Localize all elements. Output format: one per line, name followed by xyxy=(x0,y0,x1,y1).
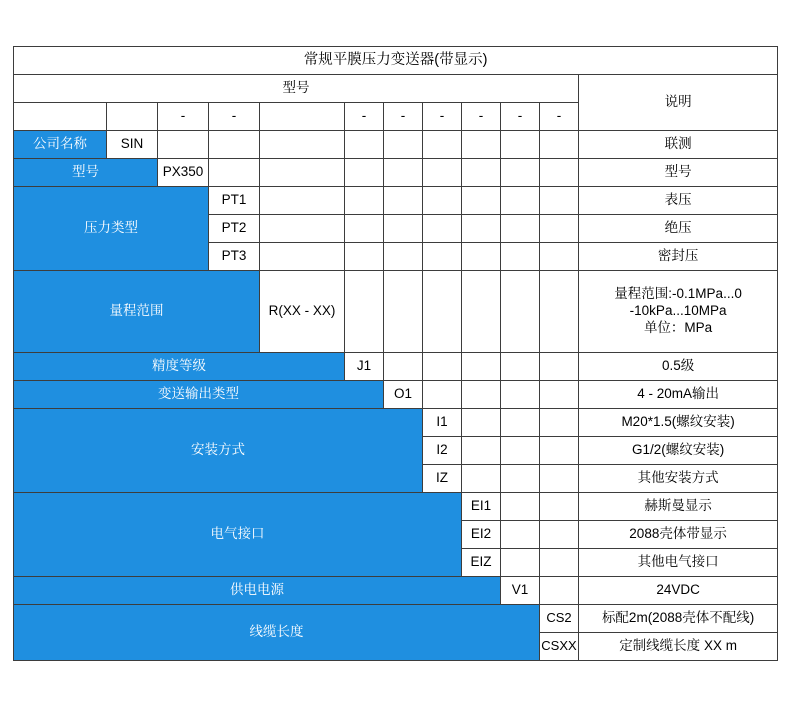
blank-cell xyxy=(345,187,384,215)
blank-cell xyxy=(384,271,423,353)
blank-cell xyxy=(345,243,384,271)
blank-cell xyxy=(423,187,462,215)
blank-cell xyxy=(423,271,462,353)
desc-company: 联测 xyxy=(579,131,778,159)
blank-cell xyxy=(462,465,501,493)
desc-mounting-i1: M20*1.5(螺纹安装) xyxy=(579,409,778,437)
blank-cell xyxy=(540,549,579,577)
blank-cell xyxy=(540,131,579,159)
blank-cell xyxy=(540,409,579,437)
code-cable-cs2: CS2 xyxy=(540,605,579,633)
table-row xyxy=(14,381,778,409)
blank-cell xyxy=(384,187,423,215)
row-label-accuracy: 精度等级 xyxy=(14,353,345,381)
description-header: 说明 xyxy=(579,75,778,131)
code-model: PX350 xyxy=(158,159,209,187)
blank-cell xyxy=(540,187,579,215)
desc-cable-cs2: 标配2m(2088壳体不配线) xyxy=(579,605,778,633)
code-power-supply: V1 xyxy=(501,577,540,605)
desc-pressure-type-pt2: 绝压 xyxy=(579,215,778,243)
row-label-company: 公司名称 xyxy=(14,131,107,159)
table-row xyxy=(14,577,778,605)
blank-cell xyxy=(501,437,540,465)
blank-cell xyxy=(345,215,384,243)
desc-range-line-1: 量程范围:-0.1MPa...0 xyxy=(614,286,742,302)
code-range: R(XX - XX) xyxy=(260,271,345,353)
code-mounting-i2: I2 xyxy=(423,437,462,465)
blank-cell xyxy=(462,353,501,381)
blank-cell xyxy=(384,215,423,243)
dash-cell-blank-2 xyxy=(107,103,158,131)
blank-cell xyxy=(501,159,540,187)
desc-power-supply: 24VDC xyxy=(579,577,778,605)
blank-cell xyxy=(260,243,345,271)
blank-cell xyxy=(384,353,423,381)
code-pressure-type-pt1: PT1 xyxy=(209,187,260,215)
code-mounting-i1: I1 xyxy=(423,409,462,437)
code-electrical-ei2: EI2 xyxy=(462,521,501,549)
blank-cell xyxy=(501,409,540,437)
blank-cell xyxy=(462,187,501,215)
desc-pressure-type-pt3: 密封压 xyxy=(579,243,778,271)
table-title-row xyxy=(14,47,778,75)
blank-cell xyxy=(462,215,501,243)
table-row xyxy=(14,131,778,159)
row-label-range: 量程范围 xyxy=(14,271,260,353)
desc-model: 型号 xyxy=(579,159,778,187)
blank-cell xyxy=(423,215,462,243)
blank-cell xyxy=(540,521,579,549)
row-label-electrical-interface: 电气接口 xyxy=(14,493,462,577)
blank-cell xyxy=(540,353,579,381)
desc-electrical-eiz: 其他电气接口 xyxy=(579,549,778,577)
code-accuracy: J1 xyxy=(345,353,384,381)
table-row xyxy=(14,187,778,215)
blank-cell xyxy=(501,353,540,381)
desc-accuracy: 0.5级 xyxy=(579,353,778,381)
table-row xyxy=(14,493,778,521)
desc-mounting-i2: G1/2(螺纹安装) xyxy=(579,437,778,465)
blank-cell xyxy=(423,131,462,159)
blank-cell xyxy=(501,493,540,521)
dash-cell-1: - xyxy=(158,103,209,131)
blank-cell xyxy=(540,381,579,409)
blank-cell xyxy=(423,353,462,381)
model-header: 型号 xyxy=(14,75,579,103)
dash-cell-3: - xyxy=(345,103,384,131)
code-pressure-type-pt3: PT3 xyxy=(209,243,260,271)
blank-cell xyxy=(501,549,540,577)
code-company: SIN xyxy=(107,131,158,159)
table-row xyxy=(14,271,778,353)
desc-electrical-ei1: 赫斯曼显示 xyxy=(579,493,778,521)
desc-output-type: 4 - 20mA输出 xyxy=(579,381,778,409)
table-row xyxy=(14,159,778,187)
blank-cell xyxy=(540,437,579,465)
blank-cell xyxy=(158,131,209,159)
code-electrical-eiz: EIZ xyxy=(462,549,501,577)
blank-cell xyxy=(540,465,579,493)
code-mounting-iz: IZ xyxy=(423,465,462,493)
blank-cell xyxy=(462,271,501,353)
blank-cell xyxy=(501,521,540,549)
table-header-row xyxy=(14,75,778,103)
blank-cell xyxy=(260,187,345,215)
document-title: 常规平膜压力变送器(带显示) xyxy=(14,47,778,75)
blank-cell xyxy=(540,159,579,187)
desc-pressure-type-pt1: 表压 xyxy=(579,187,778,215)
blank-cell xyxy=(423,243,462,271)
dash-cell-8: - xyxy=(540,103,579,131)
code-electrical-ei1: EI1 xyxy=(462,493,501,521)
blank-cell xyxy=(345,271,384,353)
blank-cell xyxy=(260,215,345,243)
blank-cell xyxy=(345,131,384,159)
code-cable-csxx: CSXX xyxy=(540,633,579,661)
blank-cell xyxy=(260,131,345,159)
row-label-model: 型号 xyxy=(14,159,158,187)
blank-cell xyxy=(540,215,579,243)
blank-cell xyxy=(501,215,540,243)
dash-cell-4: - xyxy=(384,103,423,131)
blank-cell xyxy=(540,493,579,521)
blank-cell xyxy=(384,243,423,271)
desc-mounting-iz: 其他安装方式 xyxy=(579,465,778,493)
blank-cell xyxy=(540,271,579,353)
dash-cell-2: - xyxy=(209,103,260,131)
dash-cell-6: - xyxy=(462,103,501,131)
blank-cell xyxy=(462,131,501,159)
blank-cell xyxy=(260,159,345,187)
desc-range-line-3: 单位：MPa xyxy=(643,319,713,335)
blank-cell xyxy=(501,243,540,271)
dash-cell-blank-3 xyxy=(260,103,345,131)
row-label-mounting: 安装方式 xyxy=(14,409,423,493)
row-label-cable-length: 线缆长度 xyxy=(14,605,540,661)
blank-cell xyxy=(423,159,462,187)
blank-cell xyxy=(209,131,260,159)
blank-cell xyxy=(501,131,540,159)
dash-cell-5: - xyxy=(423,103,462,131)
specification-table xyxy=(13,46,778,661)
blank-cell xyxy=(423,381,462,409)
code-pressure-type-pt2: PT2 xyxy=(209,215,260,243)
blank-cell xyxy=(384,159,423,187)
desc-range-line-2: -10kPa...10MPa xyxy=(629,303,727,319)
blank-cell xyxy=(462,243,501,271)
blank-cell xyxy=(462,409,501,437)
table-row xyxy=(14,605,778,633)
blank-cell xyxy=(501,187,540,215)
dash-cell-7: - xyxy=(501,103,540,131)
code-output-type: O1 xyxy=(384,381,423,409)
blank-cell xyxy=(501,381,540,409)
row-label-pressure-type: 压力类型 xyxy=(14,187,209,271)
desc-electrical-ei2: 2088壳体带显示 xyxy=(579,521,778,549)
row-label-power-supply: 供电电源 xyxy=(14,577,501,605)
desc-range xyxy=(579,271,778,353)
dash-cell-blank xyxy=(14,103,107,131)
blank-cell xyxy=(540,243,579,271)
blank-cell xyxy=(384,131,423,159)
blank-cell xyxy=(209,159,260,187)
blank-cell xyxy=(462,381,501,409)
blank-cell xyxy=(462,159,501,187)
blank-cell xyxy=(501,271,540,353)
table-row xyxy=(14,409,778,437)
blank-cell xyxy=(540,577,579,605)
blank-cell xyxy=(345,159,384,187)
blank-cell xyxy=(501,465,540,493)
blank-cell xyxy=(462,437,501,465)
row-label-output-type: 变送输出类型 xyxy=(14,381,384,409)
table-row xyxy=(14,353,778,381)
desc-cable-csxx: 定制线缆长度 XX m xyxy=(579,633,778,661)
